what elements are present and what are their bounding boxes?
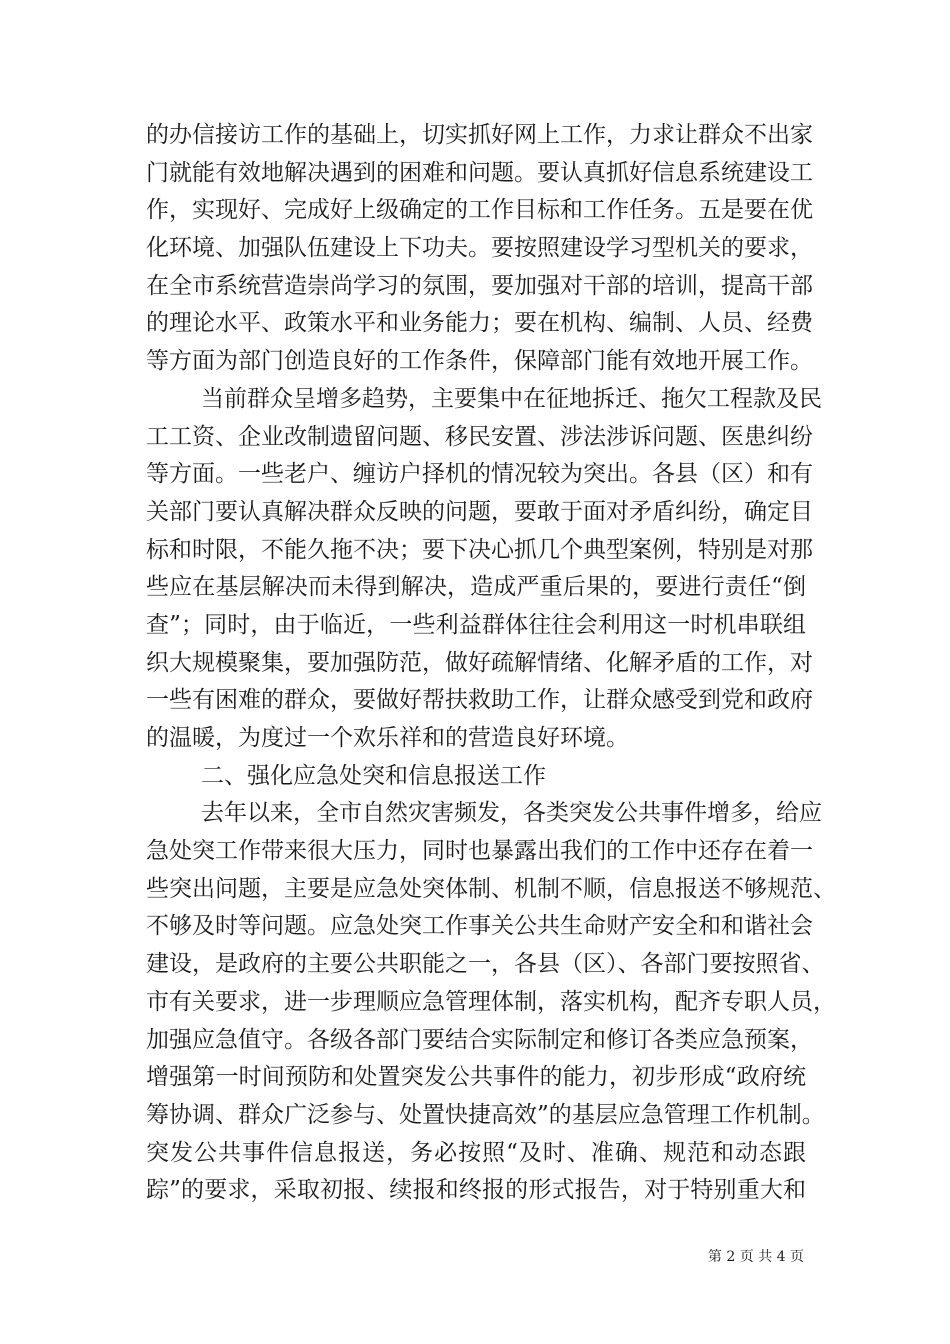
text-line: 踪”的要求，采取初报、续报和终报的形式报告，对于特别重大和 — [146, 1177, 806, 1204]
text-line: 关部门要认真解决群众反映的问题，要敢于面对矛盾纠纷，确定目 — [146, 498, 813, 525]
text-line: 筹协调、群众广泛参与、处置快捷高效”的基层应急管理工作机制。 — [146, 1101, 825, 1128]
text-line: 在全市系统营造崇尚学习的氛围，要加强对干部的培训，提高干部 — [146, 272, 813, 299]
paragraph — [146, 795, 836, 1210]
text-line: 不够及时等问题。应急处突工作事关公共生命财产安全和和谐社会 — [146, 913, 813, 940]
text-line: 等方面为部门创造良好的工作条件，保障部门能有效地开展工作。 — [146, 348, 813, 375]
text-line: 加强应急值守。各级各部门要结合实际制定和修订各类应急预案， — [146, 1026, 813, 1053]
text-line: 建设，是政府的主要公共职能之一，各县（区）、各部门要按照省、 — [146, 951, 825, 978]
text-line: 的理论水平、政策水平和业务能力；要在机构、编制、人员、经费 — [146, 310, 813, 337]
text-line: 织大规模聚集，要加强防范，做好疏解情绪、化解矛盾的工作，对 — [146, 649, 813, 676]
text-line: 门就能有效地解决遇到的困难和问题。要认真抓好信息系统建设工 — [146, 159, 813, 186]
text-line: 些应在基层解决而未得到解决，造成严重后果的，要进行责任“倒 — [146, 574, 806, 601]
text-line: 标和时限，不能久拖不决；要下决心抓几个典型案例，特别是对那 — [146, 536, 813, 563]
page-number-footer: 第 2 页 共 4 页 — [707, 1249, 804, 1265]
section-heading — [146, 758, 806, 796]
document-body — [146, 117, 836, 1210]
text-line: 的温暖，为度过一个欢乐祥和的营造良好环境。 — [146, 725, 629, 751]
text-line: 突发公共事件信息报送，务必按照“及时、准确、规范和动态跟 — [146, 1139, 806, 1166]
text-line: 作，实现好、完成好上级确定的工作目标和工作任务。五是要在优 — [146, 197, 813, 224]
text-line: 查”；同时，由于临近，一些利益群体往往会利用这一时机串联组 — [146, 611, 806, 638]
text-line: 市有关要求，进一步理顺应急管理体制，落实机构，配齐专职人员， — [146, 988, 836, 1015]
text-line: 等方面。一些老户、缠访户择机的情况较为突出。各县（区）和有 — [146, 461, 813, 488]
text-line: 些突出问题，主要是应急处突体制、机制不顺，信息报送不够规范、 — [146, 875, 836, 902]
text-line: 的办信接访工作的基础上，切实抓好网上工作，力求让群众不出家 — [146, 122, 813, 148]
section-heading-text: 二、强化应急处突和信息报送工作 — [201, 762, 546, 789]
text-line: 工工资、企业改制遗留问题、移民安置、涉法涉诉问题、医患纠纷 — [146, 423, 813, 450]
text-line: 增强第一时间预防和处置突发公共事件的能力，初步形成“政府统 — [146, 1064, 806, 1091]
text-line: 当前群众呈增多趋势，主要集中在征地拆迁、拖欠工程款及民 — [201, 385, 822, 412]
text-line: 急处突工作带来很大压力，同时也暴露出我们的工作中还存在着一 — [146, 838, 813, 865]
paragraph — [146, 117, 813, 381]
text-line: 去年以来，全市自然灾害频发，各类突发公共事件增多，给应 — [201, 800, 822, 827]
text-line: 一些有困难的群众，要做好帮扶救助工作，让群众感受到党和政府 — [146, 687, 813, 714]
paragraph — [146, 381, 822, 758]
text-line: 化环境、加强队伍建设上下功夫。要按照建设学习型机关的要求， — [146, 235, 813, 262]
